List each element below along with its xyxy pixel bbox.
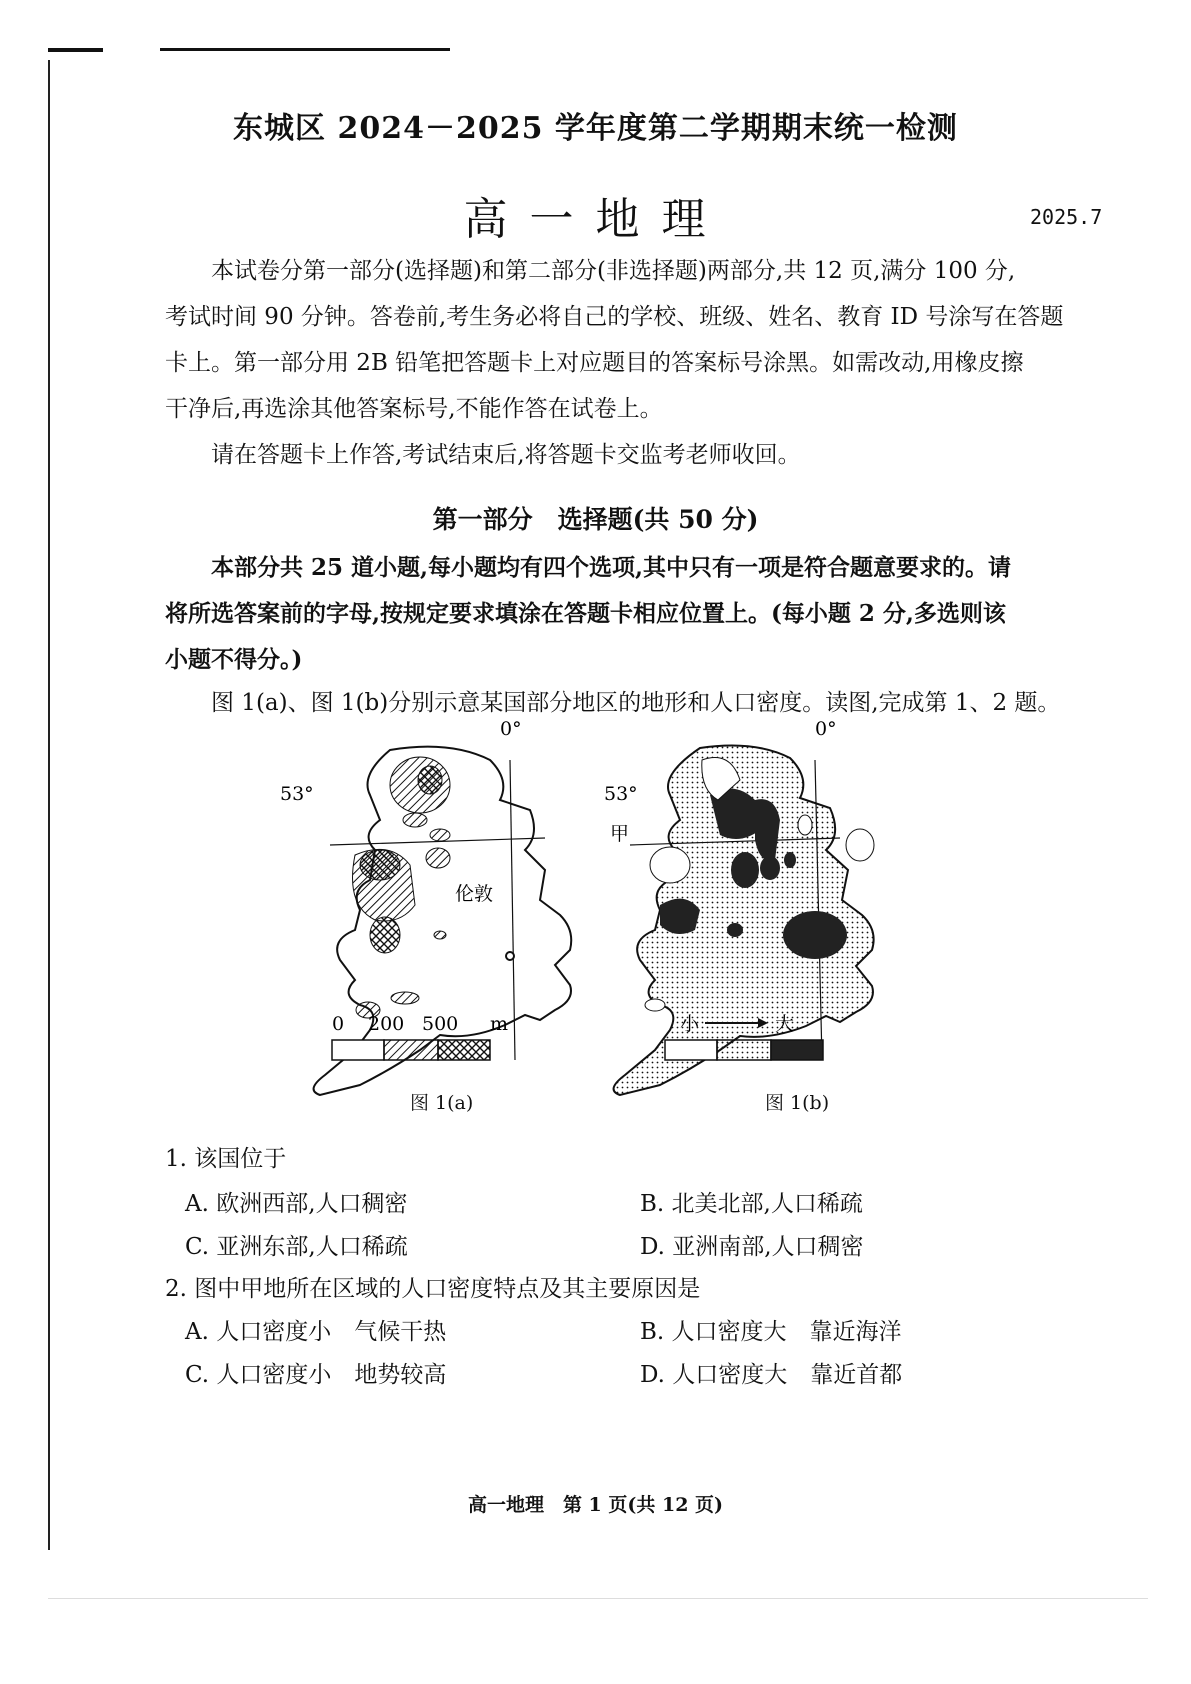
section-title: 第一部分 选择题(共 50 分) xyxy=(432,505,759,534)
scan-edge-mark xyxy=(48,48,103,52)
page-footer: 高一地理 第 1 页(共 12 页) xyxy=(467,1494,724,1516)
highland-area xyxy=(391,992,419,1004)
legend-sparse xyxy=(665,1040,717,1060)
dense-area xyxy=(660,899,700,934)
page-bottom-edge xyxy=(48,1598,1148,1599)
latitude-label: 53° xyxy=(280,783,314,805)
legend-mid xyxy=(384,1040,438,1060)
figure-1a-caption: 图 1(a) xyxy=(410,1092,474,1114)
instruction-line: 干净后,再选涂其他答案标号,不能作答在试卷上。 xyxy=(165,396,663,422)
instructions xyxy=(165,248,1110,478)
question-2-option-c[interactable]: C. 人口密度小 地势较高 xyxy=(185,1362,447,1388)
sparse-area xyxy=(798,815,812,835)
section-desc-line: 本部分共 25 道小题,每小题均有四个选项,其中只有一项是符合题意要求的。请 xyxy=(211,554,1012,581)
sparse-area xyxy=(645,999,665,1011)
question-2-option-d[interactable]: D. 人口密度大 靠近首都 xyxy=(640,1362,903,1388)
legend-medium xyxy=(717,1040,771,1060)
dense-area xyxy=(727,923,743,937)
highland-area xyxy=(360,850,400,880)
highland-area xyxy=(426,848,450,868)
legend-tick: m xyxy=(490,1013,509,1035)
question-1-option-b[interactable]: B. 北美北部,人口稀疏 xyxy=(640,1191,863,1217)
longitude-label: 0° xyxy=(815,718,837,740)
question-1-option-d[interactable]: D. 亚洲南部,人口稠密 xyxy=(640,1234,864,1260)
legend-small-label: 小 xyxy=(680,1013,700,1035)
highland-area xyxy=(430,829,450,841)
city-label-london: 伦敦 xyxy=(455,883,494,905)
instruction-line: 卡上。第一部分用 2B 铅笔把答题卡上对应题目的答案标号涂黑。如需改动,用橡皮擦 xyxy=(165,350,1024,376)
longitude-label: 0° xyxy=(500,718,522,740)
dense-area xyxy=(783,911,847,959)
dense-area xyxy=(784,852,796,868)
legend-large-label: 大 xyxy=(775,1013,795,1035)
instruction-line: 考试时间 90 分钟。答卷前,考生务必将自己的学校、班级、姓名、教育 ID 号涂写在答题 xyxy=(165,304,1064,330)
figure-1b-map xyxy=(590,718,910,1160)
highland-area xyxy=(418,766,442,794)
legend-tick: 0 xyxy=(332,1013,345,1035)
legend-dense xyxy=(771,1040,823,1060)
scan-edge-mark xyxy=(160,48,450,51)
section-desc-line: 将所选答案前的字母,按规定要求填涂在答题卡相应位置上。(每小题 2 分,多选则该 xyxy=(165,600,1006,627)
instruction-line: 本试卷分第一部分(选择题)和第二部分(非选择题)两部分,共 12 页,满分 100 分, xyxy=(211,258,1016,284)
question-1-option-a[interactable]: A. 欧洲西部,人口稠密 xyxy=(185,1191,408,1217)
highland-area xyxy=(434,931,446,939)
question-1-stem: 1. 该国位于 xyxy=(165,1146,287,1172)
figure-1b-caption: 图 1(b) xyxy=(765,1092,830,1114)
question-2-stem: 2. 图中甲地所在区域的人口密度特点及其主要原因是 xyxy=(165,1276,701,1302)
exam-title: 东城区 2024－2025 学年度第二学期期末统一检测 xyxy=(233,111,958,146)
place-label-jia: 甲 xyxy=(610,823,630,845)
london-marker xyxy=(506,952,514,960)
dense-area xyxy=(760,856,780,880)
highland-area xyxy=(403,813,427,827)
latitude-label: 53° xyxy=(604,783,638,805)
figure-intro: 图 1(a)、图 1(b)分别示意某国部分地区的地形和人口密度。读图,完成第 1、2 题。 xyxy=(211,690,1061,716)
exam-date: 2025.7 xyxy=(1030,205,1103,229)
question-2-option-a[interactable]: A. 人口密度小 气候干热 xyxy=(185,1319,447,1345)
subject-title: 高一地理 xyxy=(463,194,728,245)
dense-area xyxy=(731,852,759,888)
section-description xyxy=(165,545,1110,683)
sparse-area xyxy=(846,829,874,861)
question-2-option-b[interactable]: B. 人口密度大 靠近海洋 xyxy=(640,1319,902,1345)
question-1-option-c[interactable]: C. 亚洲东部,人口稀疏 xyxy=(185,1234,408,1260)
instruction-line: 请在答题卡上作答,考试结束后,将答题卡交监考老师收回。 xyxy=(211,442,801,468)
section-desc-line: 小题不得分。) xyxy=(165,646,303,673)
legend-tick: 500 xyxy=(422,1013,459,1035)
page-left-edge xyxy=(48,60,50,1550)
sparse-area xyxy=(650,847,690,883)
legend-high xyxy=(438,1040,490,1060)
highland-area xyxy=(370,917,400,953)
legend-low xyxy=(332,1040,384,1060)
legend-tick: 200 xyxy=(368,1013,405,1035)
